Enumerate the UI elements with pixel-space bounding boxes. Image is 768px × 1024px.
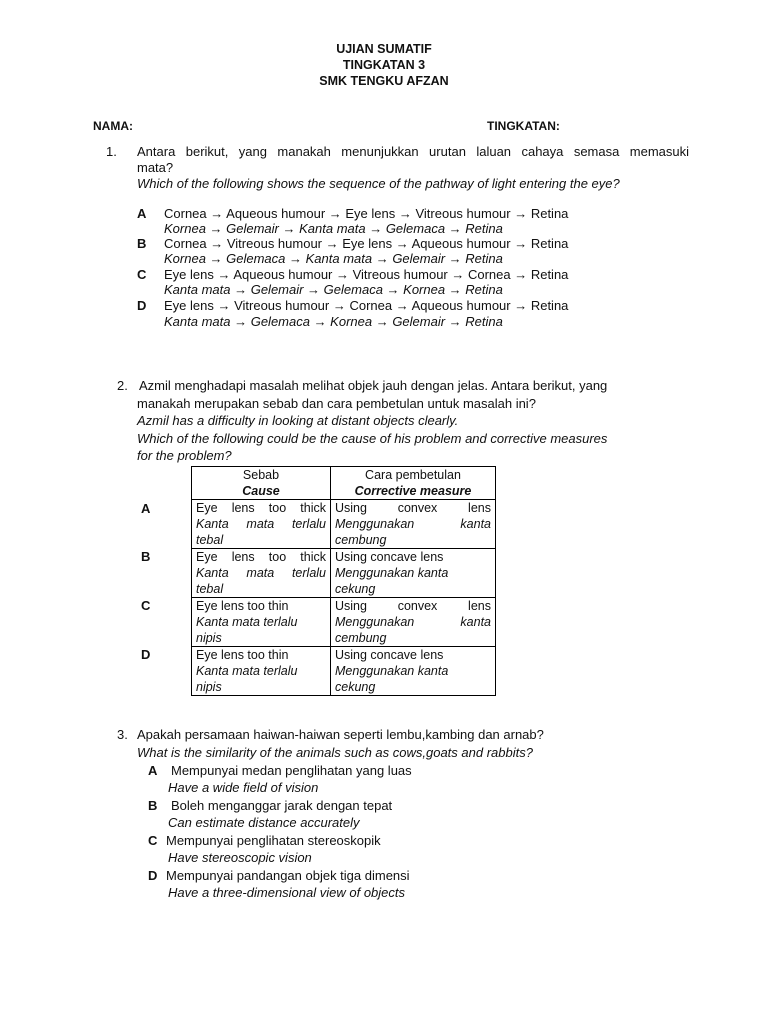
corrective-malay-cont: cekung	[335, 582, 376, 596]
corrective-english: Using concave lens	[335, 550, 444, 564]
option-text-english: Have stereoscopic vision	[168, 850, 312, 865]
header-cause	[192, 467, 331, 500]
option-text-english: Eye lens → Aqueous humour → Vitreous humour → Cornea → Retina	[164, 267, 569, 282]
corrective-malay-cont: cekung	[335, 680, 376, 694]
cause-english: Eye lens too thick	[196, 550, 326, 564]
question-number: 1.	[106, 144, 117, 159]
option-letter: B	[141, 549, 151, 564]
question-text-english-cont: for the problem?	[137, 448, 232, 463]
cause-malay-cont: tebal	[196, 582, 224, 596]
cause-malay: Kanta mata terlalu	[196, 615, 298, 629]
option-text-malay: Mempunyai pandangan objek tiga dimensi	[166, 868, 410, 883]
cause-malay: Kanta mata terlalu	[196, 517, 326, 531]
corrective-malay-cont: cembung	[335, 533, 387, 547]
question-text-english-cont: Which of the following could be the cause of his problem and corrective measures	[137, 431, 608, 446]
option-letter: B	[137, 236, 147, 251]
cause-cell	[192, 500, 331, 549]
header-cause-english: Cause	[242, 484, 280, 498]
cause-malay-cont: tebal	[196, 533, 224, 547]
corrective-cell	[331, 549, 496, 598]
option-letter: B	[148, 798, 158, 813]
option-text-malay: Boleh menganggar jarak dengan tepat	[171, 798, 393, 813]
option-text-malay: Kanta mata → Gelemair → Gelemaca → Kornea → Retina	[164, 282, 503, 297]
question-text-malay-cont: mata?	[137, 160, 174, 175]
corrective-malay: Menggunakan kanta	[335, 664, 449, 678]
corrective-english: Using concave lens	[335, 648, 444, 662]
option-letter: D	[141, 647, 151, 662]
exam-form: TINGKATAN 3	[342, 58, 426, 72]
cause-malay: Kanta mata terlalu	[196, 566, 326, 580]
option-text-malay: Kanta mata → Gelemaca → Kornea → Gelemair → Retina	[164, 314, 503, 329]
exam-school: SMK TENGKU AFZAN	[319, 74, 449, 88]
option-text-malay: Mempunyai penglihatan stereoskopik	[166, 833, 381, 848]
question-text-english: Which of the following shows the sequence of the pathway of light entering the eye?	[137, 176, 620, 191]
header-cause-malay: Sebab	[242, 468, 280, 482]
corrective-malay: Menggunakan kanta	[335, 566, 449, 580]
corrective-cell	[331, 647, 496, 696]
option-letter: D	[148, 868, 158, 883]
question-text-english: What is the similarity of the animals such as cows,goats and rabbits?	[137, 745, 533, 760]
cause-malay-cont: nipis	[196, 631, 222, 645]
option-text-english: Have a wide field of vision	[168, 780, 319, 795]
corrective-malay: Menggunakan kanta	[335, 615, 491, 629]
cause-english: Eye lens too thin	[196, 599, 289, 613]
option-letter: A	[148, 763, 158, 778]
header-corrective	[331, 467, 496, 500]
form-label: TINGKATAN:	[487, 119, 560, 133]
option-text-malay: Kornea → Gelemaca → Kanta mata → Gelemair → Retina	[164, 251, 503, 266]
question-text-malay: Antara berikut, yang manakah menunjukkan urutan laluan cahaya semasa memasuki	[137, 144, 689, 159]
option-letter: A	[137, 206, 147, 221]
answer-table	[191, 466, 496, 696]
option-text-malay: Mempunyai medan penglihatan yang luas	[171, 763, 412, 778]
question-text-malay: Apakah persamaan haiwan-haiwan seperti lembu,kambing dan arnab?	[137, 727, 544, 742]
cause-cell	[192, 598, 331, 647]
option-letter: C	[141, 598, 151, 613]
cause-english: Eye lens too thick	[196, 501, 326, 515]
question-text-english: Azmil has a difficulty in looking at distant objects clearly.	[137, 413, 459, 428]
option-text-english: Cornea → Aqueous humour → Eye lens → Vitreous humour → Retina	[164, 206, 569, 221]
corrective-malay-cont: cembung	[335, 631, 387, 645]
table-row	[192, 598, 496, 647]
corrective-english: Using convex lens	[335, 501, 491, 515]
table-row	[192, 500, 496, 549]
option-letter: A	[141, 501, 151, 516]
cause-english: Eye lens too thin	[196, 648, 289, 662]
question-text-malay: Azmil menghadapi masalah melihat objek jauh dengan jelas. Antara berikut, yang	[139, 378, 608, 393]
option-text-english: Can estimate distance accurately	[168, 815, 360, 830]
question-text-malay-cont: manakah merupakan sebab dan cara pembetulan untuk masalah ini?	[137, 396, 536, 411]
option-letter: D	[137, 298, 147, 313]
exam-title: UJIAN SUMATIF	[336, 42, 432, 56]
cause-cell	[192, 549, 331, 598]
corrective-cell	[331, 500, 496, 549]
corrective-english: Using convex lens	[335, 599, 491, 613]
cause-cell	[192, 647, 331, 696]
question-number: 2.	[117, 378, 128, 393]
corrective-malay: Menggunakan kanta	[335, 517, 491, 531]
cause-malay: Kanta mata terlalu	[196, 664, 298, 678]
table-row	[192, 647, 496, 696]
header-corrective-english: Corrective measure	[354, 484, 472, 498]
question-number: 3.	[117, 727, 128, 742]
option-text-english: Eye lens → Vitreous humour → Cornea → Aqueous humour → Retina	[164, 298, 569, 313]
table-row	[192, 549, 496, 598]
option-letter: C	[137, 267, 147, 282]
option-text-malay: Kornea → Gelemair → Kanta mata → Gelemaca → Retina	[164, 221, 503, 236]
option-text-english: Have a three-dimensional view of objects	[168, 885, 406, 900]
option-text-english: Cornea → Vitreous humour → Eye lens → Aqueous humour → Retina	[164, 236, 569, 251]
header-corrective-malay: Cara pembetulan	[365, 468, 461, 482]
option-letter: C	[148, 833, 158, 848]
table-header-row	[192, 467, 496, 500]
cause-malay-cont: nipis	[196, 680, 222, 694]
name-label: NAMA:	[93, 119, 133, 133]
corrective-cell	[331, 598, 496, 647]
